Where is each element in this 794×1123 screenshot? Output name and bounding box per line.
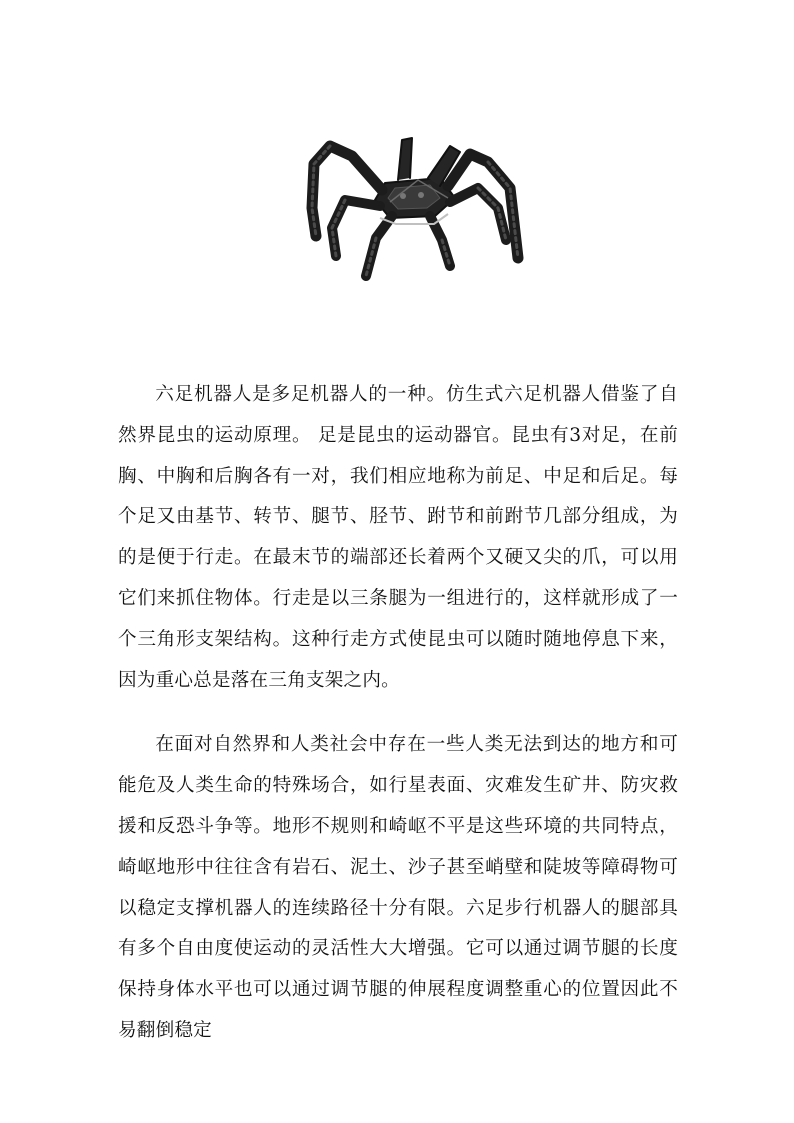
paragraph-2: 在面对自然界和人类社会中存在一些人类无法到达的地方和可能危及人类生命的特殊场合，如行星表面、灾难发生矿井、防灾救援和反恐斗争等。地形不规则和崎岖不平是这些环境的共同特点，崎岖地形中往往含有岩石、泥土、沙子甚至峭壁和陡坡等障碍物可以稳定支撑机器人的连续路径十分有限。六足步行机器人的腿部具有多个自由度使运动的灵活性大大增强。它可以通过调节腿的长度保持身体水平也可以通过调节腿的伸展程度调整重心的位置因此不易翻倒稳定 <box>118 734 678 1041</box>
robot-figure <box>300 128 525 283</box>
paragraph-1: 六足机器人是多足机器人的一种。仿生式六足机器人借鉴了自然界昆虫的运动原理。 足是昆虫的运动器官。昆虫有3对足，在前胸、中胸和后胸各有一对，我们相应地称为前足、中足和后足。每个足又由基节、转节、腿节、胫节、跗节和前跗节几部分组成，为的是便于行走。在最末节的端部还长着两个又硬又尖的爪，可以用它们来抓住物体。行走是以三条腿为一组进行的，这样就形成了一个三角形支架结构。这种行走方式使昆虫可以随时随地停息下来，因为重心总是落在三角支架之内。 <box>118 384 678 691</box>
hexapod-robot-icon <box>300 128 525 283</box>
body-text <box>118 375 678 1052</box>
